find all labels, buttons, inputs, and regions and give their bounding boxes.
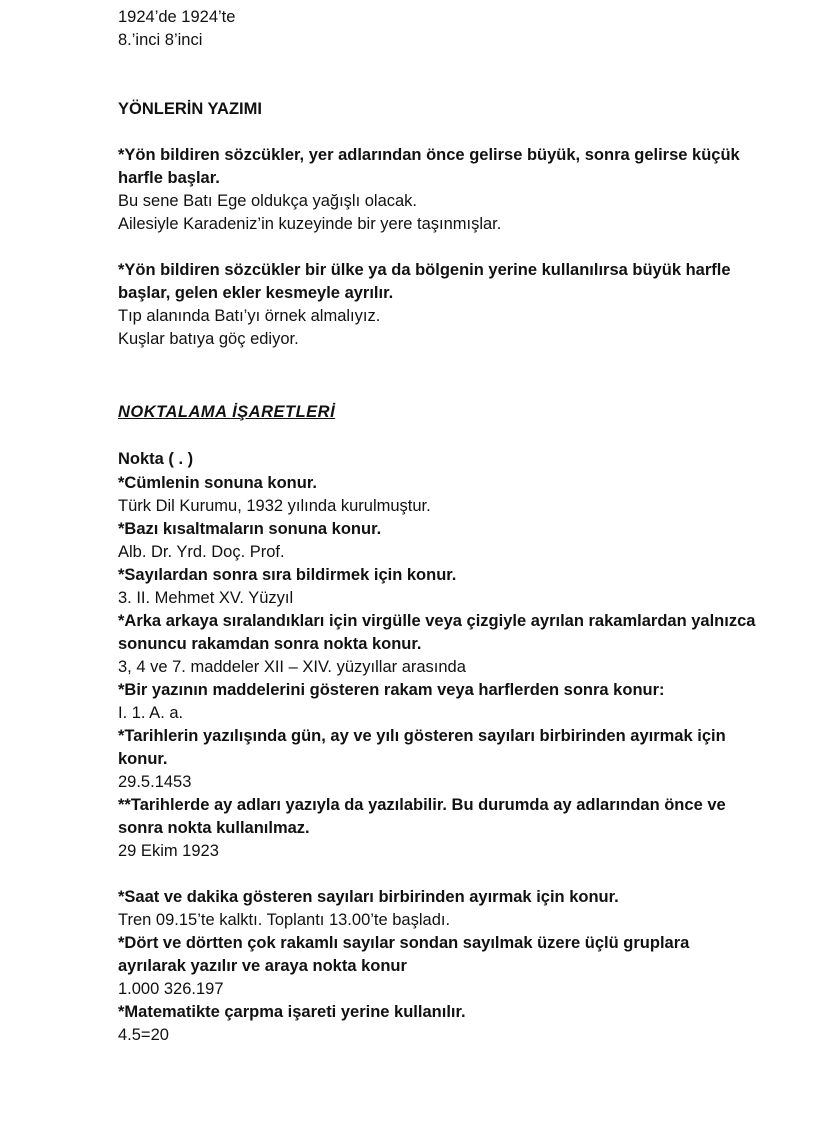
blank-line [118,75,760,98]
example-text: 1924’de 1924’te [118,8,236,26]
rule-text: *Cümlenin sonuna konur. [118,474,317,492]
rule-text: *Arka arkaya sıralandıkları için virgülle veya çizgiyle ayrılan rakamlardan yalnızca sonuncu rakamdan sonra nokta konur. [118,612,761,653]
example-text: Alb. Dr. Yrd. Doç. Prof. [118,543,285,561]
example-text: 4.5=20 [118,1026,169,1044]
example-text: Tıp alanında Batı’yı örnek almalıyız. [118,307,381,325]
rule-text: *Bir yazının maddelerini gösteren rakam veya harflerden sonra konur: [118,681,665,699]
example-text: I. 1. A. a. [118,704,184,722]
rule-text: *Yön bildiren sözcükler, yer adlarından önce gelirse büyük, sonra gelirse küçük harfle başlar. [118,146,745,187]
rule-text: YÖNLERİN YAZIMI [118,100,262,118]
rule-text: *Matematikte çarpma işareti yerine kullanılır. [118,1003,466,1021]
rule-text: *Bazı kısaltmaların sonuna konur. [118,520,382,538]
rule-text: *Sayılardan sonra sıra bildirmek için konur. [118,566,457,584]
section-title: NOKTALAMA İŞARETLERİ [118,403,336,421]
example-text: 29.5.1453 [118,773,192,791]
example-text: Ailesiyle Karadeniz’in kuzeyinde bir yere taşınmışlar. [118,215,502,233]
blank-line [118,52,760,75]
rule-text: *Yön bildiren sözcükler bir ülke ya da bölgenin yerine kullanılırsa büyük harfle başlar, gelen ekler kesmeyle ayrılır. [118,261,736,302]
rule-text: **Tarihlerde ay adları yazıyla da yazılabilir. Bu durumda ay adlarından önce ve sonra nokta kullanılmaz. [118,796,731,837]
example-text: 29 Ekim 1923 [118,842,219,860]
blank-line [118,863,760,886]
document-content [118,6,760,1047]
example-text: 3, 4 ve 7. maddeler XII – XIV. yüzyıllar arasında [118,658,466,676]
example-text: Tren 09.15’te kalktı. Toplantı 13.00’te başladı. [118,911,451,929]
example-text: Türk Dil Kurumu, 1932 yılında kurulmuştur. [118,497,431,515]
blank-line [118,351,760,374]
subsection-title: Nokta ( . ) [118,450,194,468]
example-text: Bu sene Batı Ege oldukça yağışlı olacak. [118,192,418,210]
example-text: 8.’inci 8’inci [118,31,203,49]
example-text: Kuşlar batıya göç ediyor. [118,330,299,348]
example-text: 1.000 326.197 [118,980,224,998]
blank-line [118,236,760,259]
blank-line [118,121,760,144]
example-text: 3. II. Mehmet XV. Yüzyıl [118,589,294,607]
rule-text: *Saat ve dakika gösteren sayıları birbirinden ayırmak için konur. [118,888,619,906]
rule-text: *Tarihlerin yazılışında gün, ay ve yılı gösteren sayıları birbirinden ayırmak için konur. [118,727,731,768]
rule-text: *Dört ve dörtten çok rakamlı sayılar sondan sayılmak üzere üçlü gruplara ayrılarak yazılır ve araya nokta konur [118,934,694,975]
